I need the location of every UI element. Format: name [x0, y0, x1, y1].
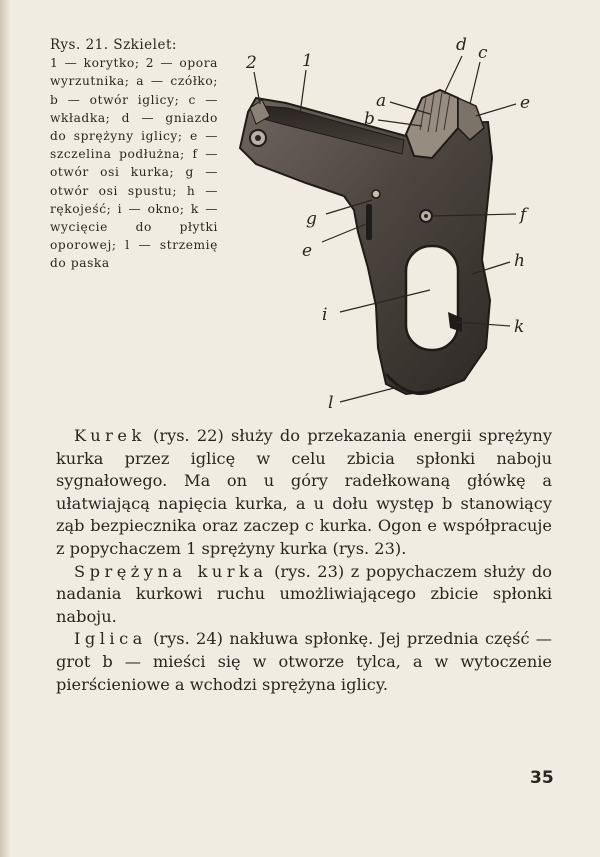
body-text: [56, 425, 552, 696]
frame-illustration: [226, 28, 556, 423]
label-1: 1: [302, 51, 313, 71]
grip-window: [406, 246, 458, 350]
figure-caption: [50, 36, 218, 273]
trigger-axis-hole: [372, 190, 380, 198]
caption-legend: 1 — korytko; 2 — opora wyrzutnika; a — czółko; b — otwór iglicy; c — wkładka; d — gniazdo do sprężyny iglicy; e — szczelina podłużna; f — otwór osi kurka; g — otwór osi spustu; h — rękojeść; i — okno; k — wycięcie do płytki oporowej; l — strzemię do paska: [50, 56, 218, 271]
label-f: f: [520, 205, 527, 225]
paragraph: [56, 425, 552, 561]
term: Sprężyna kurka: [74, 561, 268, 581]
label-a: a: [376, 91, 387, 111]
paragraph: [56, 628, 552, 696]
longitudinal-slot: [366, 204, 372, 240]
label-b: b: [364, 109, 375, 129]
paragraph-text: (rys. 23) z popychaczem służy do nadania kurkowi ruchu umożliwiającego zbicie spłonki naboju.: [56, 561, 552, 626]
label-c: c: [478, 43, 488, 63]
paragraph-text: (rys. 24) nakłuwa spłonkę. Jej przednia część — grot b — mieści się w otworze tylca, a w wytoczenie pierścieniowe a wchodzi sprężyna iglicy.: [56, 629, 552, 694]
label-g: g: [306, 209, 317, 229]
label-d: d: [456, 35, 467, 55]
caption-title: Rys. 21. Szkielet:: [50, 37, 177, 53]
label-e-right: e: [520, 93, 531, 113]
page-edge: [0, 0, 10, 857]
paragraph: [56, 561, 552, 629]
label-i: i: [322, 305, 328, 325]
paragraph-text: (rys. 22) służy do przekazania energii sprężyny kurka przez iglicę w celu zbicia spłonki naboju sygnałowego. Ma on u góry radełkowaną główkę a ułatwiającą napięcia kurka, a u dołu występ b stanowiący ząb bezpiecznika oraz zaczep c kurka. Ogon e współpracuje z popychaczem 1 sprężyny kurka (rys. 23).: [56, 426, 552, 558]
label-k: k: [514, 317, 525, 337]
term: Iglica: [74, 629, 147, 649]
label-2: 2: [246, 53, 257, 73]
label-h: h: [514, 251, 525, 271]
label-l: l: [328, 393, 334, 413]
label-e-left: e: [302, 241, 313, 261]
page-number: 35: [530, 768, 554, 788]
term: Kurek: [74, 426, 146, 445]
